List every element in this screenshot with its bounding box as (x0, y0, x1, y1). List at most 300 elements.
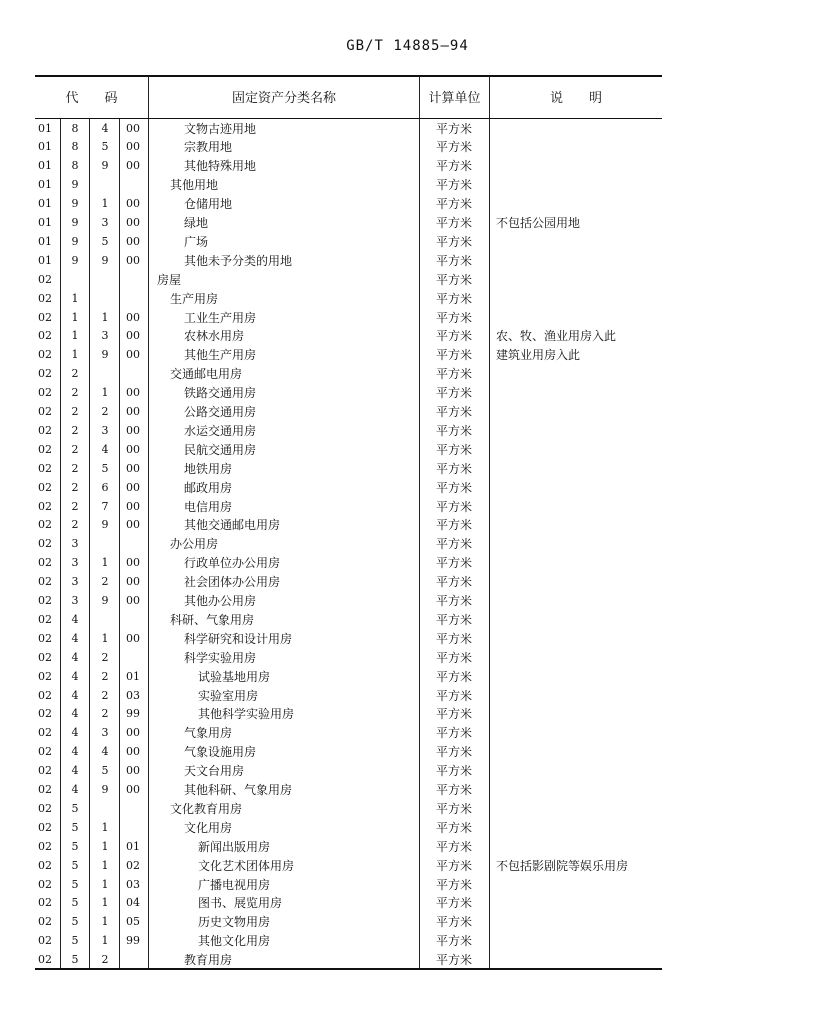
code-cell: 1 (101, 631, 109, 645)
code-cell: 00 (126, 764, 140, 778)
unit-cell: 平方米 (435, 594, 472, 608)
code-cell: 02 (38, 858, 52, 872)
code-cell: 01 (38, 121, 52, 135)
code-cell: 1 (101, 820, 109, 834)
code-cell: 2 (101, 953, 109, 967)
asset-name: 图书、展览用房 (198, 896, 283, 911)
code-cell: 3 (71, 537, 79, 551)
unit-cell: 平方米 (435, 386, 472, 401)
code-cell: 3 (71, 575, 79, 589)
code-cell: 02 (38, 650, 52, 664)
asset-name: 其他文化用房 (198, 934, 271, 949)
code-cell: 1 (71, 291, 79, 305)
unit-cell: 平方米 (435, 518, 472, 533)
asset-name: 其他生产用房 (184, 348, 257, 363)
unit-cell: 平方米 (435, 801, 472, 816)
code-cell: 01 (38, 216, 52, 229)
asset-name: 天文台用房 (184, 764, 245, 779)
unit-cell: 平方米 (435, 707, 472, 722)
table-row (0, 894, 815, 913)
code-cell: 3 (71, 594, 79, 607)
asset-name: 生产用房 (170, 291, 219, 306)
unit-cell: 平方米 (435, 197, 472, 212)
code-cell: 4 (71, 764, 79, 778)
code-cell: 9 (101, 253, 109, 267)
code-cell: 2 (101, 669, 109, 683)
table-row (0, 252, 815, 271)
code-cell: 02 (38, 499, 52, 513)
code-cell: 2 (71, 461, 79, 475)
asset-name: 邮政用房 (184, 480, 233, 495)
column-header-note: 说 明 (549, 91, 602, 106)
asset-name: 其他特殊用地 (184, 159, 257, 174)
code-cell: 9 (71, 178, 79, 192)
code-cell: 2 (101, 405, 109, 418)
asset-name: 科学实验用房 (184, 650, 257, 665)
unit-cell: 平方米 (435, 612, 472, 627)
asset-name: 办公用房 (170, 537, 219, 552)
code-cell: 01 (38, 197, 52, 211)
asset-name: 宗教用地 (184, 140, 233, 155)
asset-name: 农林水用房 (184, 329, 245, 344)
code-cell: 02 (126, 858, 140, 872)
code-cell: 02 (38, 688, 52, 702)
asset-name: 科学研究和设计用房 (184, 631, 293, 646)
asset-name: 广播电视用房 (198, 877, 271, 892)
note-cell: 不包括影剧院等娱乐用房 (496, 858, 629, 873)
unit-cell: 平方米 (435, 329, 472, 344)
table-row (0, 611, 815, 630)
code-cell: 00 (126, 386, 140, 400)
code-cell: 02 (38, 518, 52, 532)
unit-cell: 平方米 (435, 764, 472, 779)
code-cell: 4 (71, 688, 79, 702)
code-cell: 2 (101, 688, 109, 702)
code-cell: 9 (71, 197, 79, 211)
code-cell: 4 (101, 121, 109, 135)
note-cell: 农、牧、渔业用房入此 (496, 329, 617, 344)
note-cell: 建筑业用房入此 (496, 348, 581, 363)
asset-name: 文化用房 (184, 820, 233, 835)
unit-cell: 平方米 (435, 858, 472, 873)
code-cell: 01 (38, 253, 52, 267)
code-cell: 5 (71, 934, 79, 948)
code-cell: 00 (126, 159, 140, 173)
code-cell: 00 (126, 121, 140, 135)
asset-name: 文物古迹用地 (184, 121, 257, 136)
unit-cell: 平方米 (435, 877, 472, 892)
code-cell: 03 (126, 877, 140, 891)
code-cell: 02 (38, 934, 52, 948)
table-row (0, 441, 815, 460)
unit-cell: 平方米 (435, 669, 472, 684)
unit-cell: 平方米 (435, 575, 472, 590)
code-cell: 02 (38, 556, 52, 570)
code-cell: 02 (38, 612, 52, 626)
table-row (0, 516, 815, 535)
code-cell: 7 (101, 499, 109, 513)
top-rule (35, 75, 662, 77)
table-row (0, 479, 815, 498)
table-row (0, 422, 815, 441)
code-cell: 8 (71, 140, 79, 154)
unit-cell: 平方米 (435, 234, 472, 249)
code-cell: 00 (126, 348, 140, 362)
code-cell: 9 (101, 594, 109, 607)
table-row (0, 573, 815, 592)
code-cell: 00 (126, 745, 140, 759)
table-row (0, 195, 815, 214)
code-cell: 2 (71, 405, 79, 418)
unit-cell: 平方米 (435, 915, 472, 930)
code-cell: 99 (126, 707, 140, 721)
code-cell: 1 (101, 310, 109, 324)
asset-name: 其他科研、气象用房 (184, 783, 293, 797)
code-cell: 3 (101, 329, 109, 343)
code-cell: 1 (101, 556, 109, 570)
code-cell: 02 (38, 726, 52, 740)
table-row (0, 630, 815, 649)
table-row (0, 781, 815, 800)
code-cell: 3 (101, 726, 109, 740)
unit-cell: 平方米 (435, 442, 472, 457)
code-cell: 02 (38, 801, 52, 815)
code-cell: 5 (101, 461, 109, 475)
code-cell: 9 (101, 783, 109, 796)
asset-name: 历史文物用房 (198, 915, 271, 930)
code-cell: 1 (101, 896, 109, 910)
asset-name: 铁路交通用房 (184, 386, 257, 401)
asset-name: 实验室用房 (198, 688, 259, 703)
code-cell: 1 (101, 386, 109, 400)
table-row (0, 668, 815, 687)
unit-cell: 平方米 (435, 159, 472, 174)
unit-cell: 平方米 (435, 121, 472, 136)
table-row (0, 838, 815, 857)
code-cell: 02 (38, 291, 52, 305)
code-cell: 1 (101, 839, 109, 853)
code-cell: 5 (101, 140, 109, 154)
asset-name: 气象用房 (184, 726, 233, 741)
asset-name: 仓储用地 (184, 197, 233, 212)
code-cell: 9 (71, 234, 79, 248)
code-cell: 9 (101, 348, 109, 362)
code-cell: 00 (126, 234, 140, 248)
code-cell: 00 (126, 140, 140, 154)
code-cell: 02 (38, 461, 52, 475)
asset-name: 其他未予分类的用地 (184, 253, 293, 268)
code-cell: 02 (38, 820, 52, 834)
table-row (0, 592, 815, 611)
unit-cell: 平方米 (435, 726, 472, 741)
asset-name: 其他办公用房 (184, 594, 257, 608)
column-header-code: 代 码 (65, 91, 118, 106)
table-row (0, 290, 815, 309)
code-cell: 00 (126, 461, 140, 475)
code-cell: 00 (126, 442, 140, 456)
code-cell: 02 (38, 310, 52, 324)
asset-name: 其他用地 (170, 178, 219, 193)
code-cell: 00 (126, 329, 140, 343)
unit-cell: 平方米 (435, 537, 472, 552)
code-cell: 5 (101, 764, 109, 778)
code-cell: 00 (126, 216, 140, 229)
unit-cell: 平方米 (435, 480, 472, 495)
code-cell: 2 (101, 575, 109, 589)
code-cell: 00 (126, 480, 140, 494)
asset-name: 气象设施用房 (184, 745, 257, 760)
code-cell: 02 (38, 405, 52, 418)
code-cell: 00 (126, 197, 140, 211)
table-row (0, 214, 815, 233)
code-cell: 01 (38, 178, 52, 192)
asset-name: 绿地 (184, 216, 209, 230)
table-row (0, 365, 815, 384)
asset-name: 公路交通用房 (184, 405, 257, 419)
asset-name: 地铁用房 (184, 461, 233, 476)
table-row (0, 460, 815, 479)
table-row (0, 384, 815, 403)
code-cell: 01 (38, 159, 52, 173)
code-cell: 1 (71, 348, 79, 362)
code-cell: 00 (126, 518, 140, 532)
code-cell: 02 (38, 915, 52, 929)
code-cell: 9 (101, 159, 109, 173)
code-cell: 2 (71, 367, 79, 381)
unit-cell: 平方米 (435, 253, 472, 268)
code-cell: 1 (71, 310, 79, 324)
asset-name: 新闻出版用房 (198, 839, 271, 854)
code-cell: 3 (101, 423, 109, 437)
code-cell: 02 (38, 839, 52, 853)
code-cell: 4 (71, 631, 79, 645)
code-cell: 3 (101, 216, 109, 229)
code-cell: 4 (71, 745, 79, 759)
code-cell: 00 (126, 631, 140, 645)
table-row (0, 857, 815, 876)
code-cell: 4 (101, 745, 109, 759)
code-cell: 4 (71, 707, 79, 721)
table-row (0, 403, 815, 422)
code-cell: 2 (71, 386, 79, 400)
asset-name: 行政单位办公用房 (184, 556, 281, 571)
code-cell: 2 (101, 650, 109, 664)
code-cell: 4 (101, 442, 109, 456)
code-cell: 1 (71, 329, 79, 343)
table-row (0, 498, 815, 517)
code-cell: 02 (38, 442, 52, 456)
asset-name: 电信用房 (184, 499, 233, 514)
asset-name: 教育用房 (184, 953, 233, 968)
code-cell: 02 (38, 537, 52, 551)
asset-name: 交通邮电用房 (170, 367, 243, 382)
table-row (0, 309, 815, 328)
table-row (0, 819, 815, 838)
code-cell: 02 (38, 594, 52, 607)
code-cell: 01 (38, 234, 52, 248)
table-row (0, 800, 815, 819)
code-cell: 5 (101, 234, 109, 248)
unit-cell: 平方米 (435, 896, 472, 911)
asset-name: 房屋 (157, 272, 182, 287)
code-cell: 4 (71, 726, 79, 740)
code-cell: 02 (38, 896, 52, 910)
asset-name: 文化教育用房 (170, 801, 243, 816)
table-row (0, 743, 815, 762)
table-row (0, 138, 815, 157)
code-cell: 1 (101, 934, 109, 948)
unit-cell: 平方米 (435, 839, 472, 854)
table-row (0, 705, 815, 724)
unit-cell: 平方米 (435, 272, 472, 287)
code-cell: 5 (71, 896, 79, 910)
table-row (0, 687, 815, 706)
code-cell: 4 (71, 669, 79, 683)
table-row (0, 233, 815, 252)
table-row (0, 932, 815, 951)
code-cell: 1 (101, 197, 109, 211)
code-cell: 00 (126, 556, 140, 570)
code-cell: 02 (38, 764, 52, 778)
unit-cell: 平方米 (435, 934, 472, 949)
code-cell: 9 (71, 253, 79, 267)
code-cell: 00 (126, 594, 140, 607)
code-cell: 00 (126, 310, 140, 324)
table-row (0, 271, 815, 290)
code-cell: 04 (126, 896, 140, 910)
code-cell: 2 (101, 707, 109, 721)
unit-cell: 平方米 (435, 631, 472, 646)
unit-cell: 平方米 (435, 461, 472, 476)
code-cell: 00 (126, 783, 140, 796)
unit-cell: 平方米 (435, 178, 472, 193)
unit-cell: 平方米 (435, 216, 472, 230)
code-cell: 1 (101, 858, 109, 872)
code-cell: 01 (126, 669, 140, 683)
table-row (0, 535, 815, 554)
code-cell: 8 (71, 121, 79, 135)
unit-cell: 平方米 (435, 953, 472, 968)
code-cell: 00 (126, 726, 140, 740)
asset-name: 文化艺术团体用房 (198, 858, 295, 873)
table-row (0, 176, 815, 195)
asset-name: 民航交通用房 (184, 442, 257, 457)
asset-name: 其他科学实验用房 (198, 707, 295, 722)
code-cell: 5 (71, 858, 79, 872)
code-cell: 02 (38, 953, 52, 967)
table-row (0, 951, 815, 970)
code-cell: 3 (71, 556, 79, 570)
unit-cell: 平方米 (435, 405, 472, 419)
unit-cell: 平方米 (435, 140, 472, 155)
code-cell: 99 (126, 934, 140, 948)
table-row (0, 346, 815, 365)
asset-name: 其他交通邮电用房 (184, 518, 281, 533)
unit-cell: 平方米 (435, 688, 472, 703)
asset-name: 广场 (184, 234, 209, 249)
unit-cell: 平方米 (435, 291, 472, 306)
code-cell: 00 (126, 253, 140, 267)
unit-cell: 平方米 (435, 499, 472, 514)
unit-cell: 平方米 (435, 423, 472, 438)
code-cell: 8 (71, 159, 79, 173)
code-cell: 01 (126, 839, 140, 853)
code-cell: 02 (38, 386, 52, 400)
code-cell: 9 (101, 518, 109, 532)
code-cell: 02 (38, 348, 52, 362)
code-cell: 5 (71, 953, 79, 967)
code-cell: 02 (38, 707, 52, 721)
unit-cell: 平方米 (435, 310, 472, 325)
code-cell: 9 (71, 216, 79, 229)
code-cell: 03 (126, 688, 140, 702)
code-cell: 02 (38, 631, 52, 645)
code-cell: 2 (71, 499, 79, 513)
code-cell: 05 (126, 915, 140, 929)
code-cell: 01 (38, 140, 52, 154)
unit-cell: 平方米 (435, 556, 472, 571)
code-cell: 2 (71, 480, 79, 494)
code-cell: 4 (71, 650, 79, 664)
code-cell: 00 (126, 575, 140, 589)
code-cell: 5 (71, 839, 79, 853)
table-row (0, 554, 815, 573)
code-cell: 5 (71, 877, 79, 891)
asset-name: 科研、气象用房 (170, 612, 255, 627)
table-row (0, 157, 815, 176)
code-cell: 02 (38, 272, 52, 286)
asset-name: 社会团体办公用房 (184, 575, 281, 590)
code-cell: 00 (126, 405, 140, 418)
table-row (0, 649, 815, 668)
code-cell: 02 (38, 423, 52, 437)
code-cell: 02 (38, 877, 52, 891)
note-cell: 不包括公园用地 (496, 216, 581, 230)
code-cell: 5 (71, 820, 79, 834)
asset-name: 工业生产用房 (184, 310, 257, 325)
code-cell: 02 (38, 480, 52, 494)
unit-cell: 平方米 (435, 820, 472, 835)
code-cell: 02 (38, 783, 52, 796)
table-row (0, 876, 815, 895)
code-cell: 02 (38, 575, 52, 589)
unit-cell: 平方米 (435, 650, 472, 665)
code-cell: 02 (38, 367, 52, 381)
unit-cell: 平方米 (435, 783, 472, 797)
code-cell: 5 (71, 915, 79, 929)
document-header: GB/T 14885—94 (346, 38, 469, 54)
code-cell: 5 (71, 801, 79, 815)
code-cell: 1 (101, 877, 109, 891)
table-row (0, 120, 815, 139)
column-header-unit: 计算单位 (428, 91, 481, 106)
code-cell: 2 (71, 518, 79, 532)
table-row (0, 724, 815, 743)
table-row (0, 913, 815, 932)
code-cell: 4 (71, 783, 79, 796)
asset-name: 水运交通用房 (184, 423, 257, 438)
code-cell: 1 (101, 915, 109, 929)
asset-name: 试验基地用房 (198, 669, 271, 684)
table-row (0, 327, 815, 346)
code-cell: 4 (71, 612, 79, 626)
unit-cell: 平方米 (435, 367, 472, 382)
unit-cell: 平方米 (435, 745, 472, 760)
column-header-name: 固定资产分类名称 (231, 91, 336, 106)
table-row (0, 762, 815, 781)
code-cell: 6 (101, 480, 109, 494)
unit-cell: 平方米 (435, 348, 472, 363)
